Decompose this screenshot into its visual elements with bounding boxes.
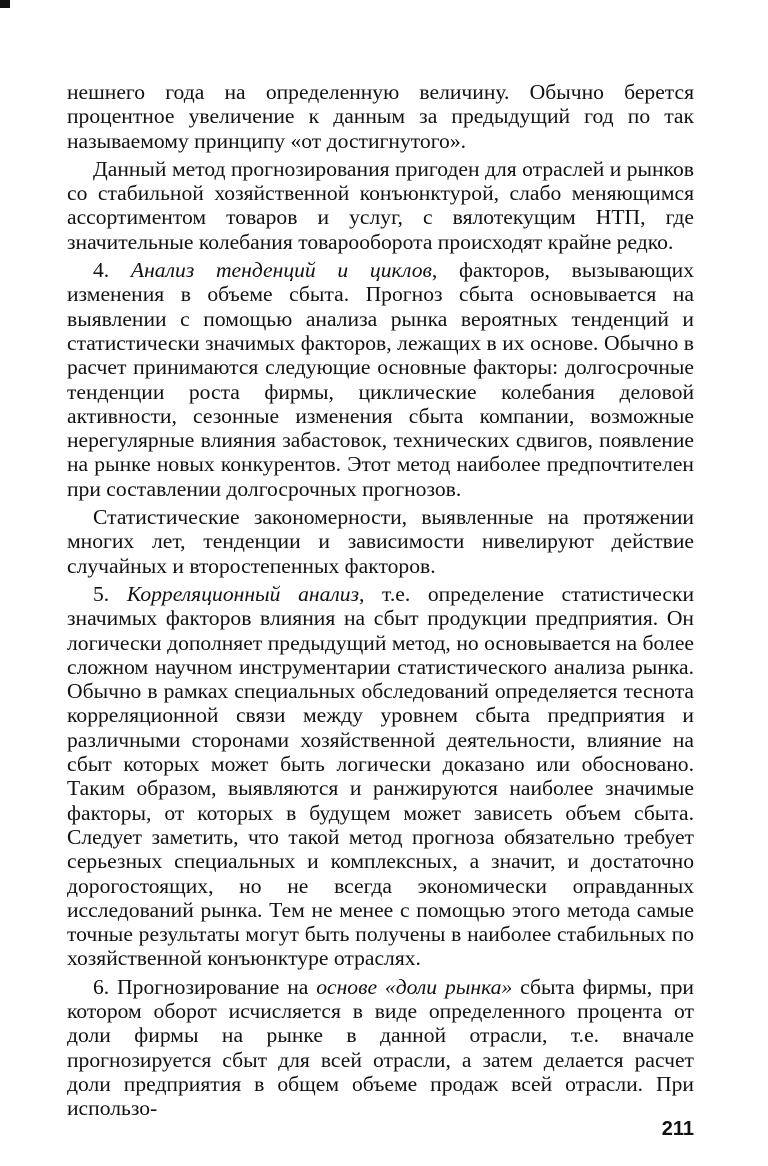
text-segment: , т.е. определение статистически значимых факторов влияния на сбыт продукции предприятия. Он логически дополняет предыдущий метод, но основывается на более сложном научном инструментарии статистического анализа рынка. Обычно в рамках специальных обследований определяется теснота корреляционной связи между уровнем сбыта предприятия и различными сторонами хозяйственной деятельности, влияние на сбыт которых может быть логически доказано или обосновано. Таким образом, выявляются и ранжируются наиболее значимые факторы, от которых в будущем может зависеть объем сбыта. Следует заметить, что такой метод прогноза обязательно требует серьезных специальных и комплексных, а значит, и достаточно дорогостоящих, но не всегда экономически оправданных исследований рынка. Тем не менее с помощью этого метода самые точные результаты могут быть получены в наиболее стабильных по хозяйственной конъюнктуре отраслях. [67,581,695,971]
page-number: 211 [661,1118,694,1140]
text-segment: сбыта фирмы, при котором оборот исчисляется в виде определенного процента от доли фирмы на рынке в данной отрасли, т.е. вначале прогнозируется сбыт для всей отрасли, а затем делается расчет доли предприятия в общем объеме продаж всей отрасли. При использо- [67,974,694,1121]
italic-term: Анализ тенденций и циклов [130,258,432,283]
scan-corner-mark [0,0,10,8]
paragraph [67,582,694,971]
text-segment: , факторов, вызывающих изменения в объеме сбыта. Прогноз сбыта основывается на выявлении с помощью анализа рынка вероятных тенденций и статистически значимых факторов, лежащих в их основе. Обычно в расчет принимаются следующие основные факторы: долгосрочные тенденции роста фирмы, циклические колебания деловой активности, сезонные изменения сбыта компании, возможные нерегулярные влияния забастовок, технических сдвигов, появление на рынке новых конкурентов. Этот метод наиболее предпочтителен при составлении долгосрочных прогнозов. [67,258,695,501]
text-segment: 6. Прогнозирование на [93,974,317,999]
paragraph [67,80,694,153]
italic-term: Корреляционный анализ [126,581,360,606]
paragraph [67,258,694,501]
body-text [67,80,694,1124]
paragraph [67,157,694,254]
text-segment: 5. [93,581,127,606]
text-segment: Данный метод прогнозирования пригоден для отраслей и рынков со стабильной хозяйственной конъюнктурой, слабо меняющимся ассортиментом товаров и услуг, с вялотекущим НТП, где значительные колебания товарооборота происходят крайне редко. [67,156,694,254]
text-segment: Статистические закономерности, выявленные на протяжении многих лет, тенденции и зависимости нивелируют действие случайных и второстепенных факторов. [67,505,694,578]
text-segment: 4. [93,258,131,283]
italic-term: основе «доли рынка» [316,974,513,999]
paragraph [67,505,694,578]
text-segment: нешнего года на определенную величину. Обычно берется процентное увеличение к данным за предыдущий год по так называемому принципу «от достигнутого». [67,80,694,153]
paragraph [67,975,694,1121]
